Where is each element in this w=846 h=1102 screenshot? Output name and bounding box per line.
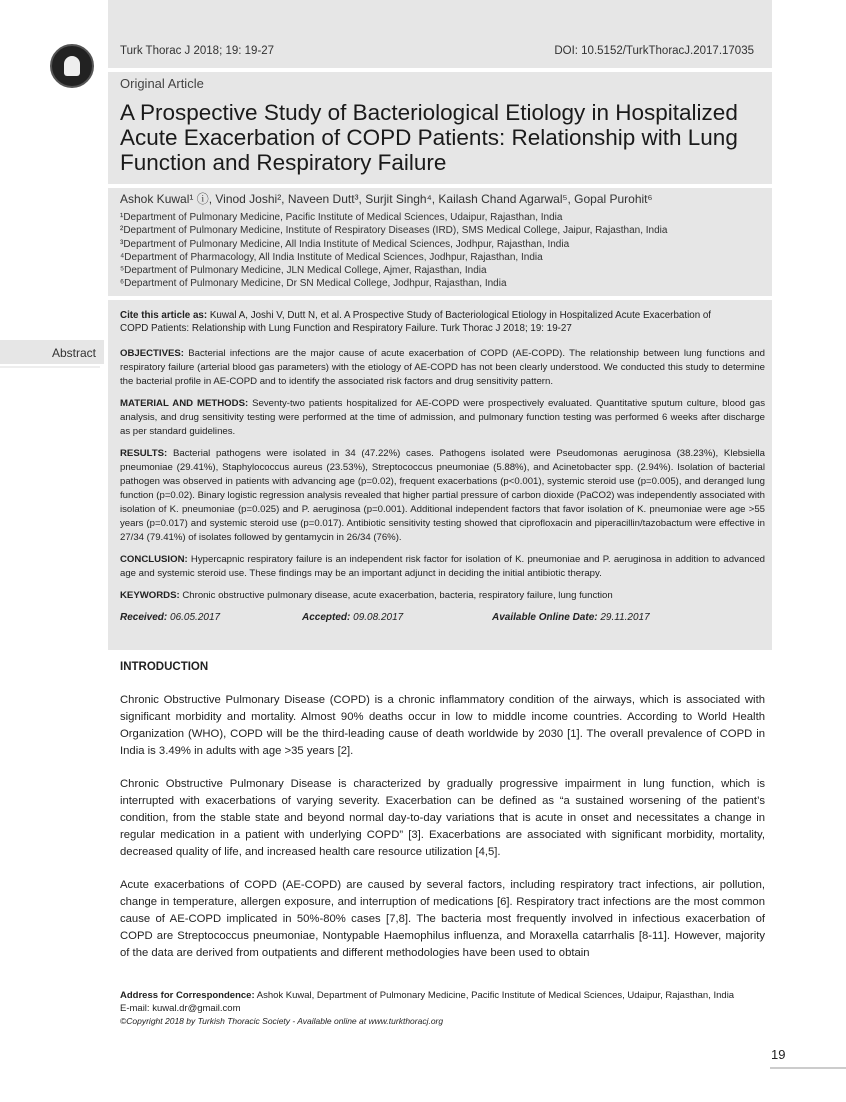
address: Ashok Kuwal, Department of Pulmonary Medicine, Pacific Institute of Medical Sciences, Udaipur, Rajasthan, India (254, 990, 735, 1001)
cite-block (120, 309, 740, 335)
section-head: KEYWORDS: (120, 590, 180, 601)
authors: Ashok Kuwal¹ ⓘ, Vinod Joshi², Naveen Dutt³, Surjit Singh⁴, Kailash Chand Agarwal⁵, Gopal Purohit⁶ (120, 192, 653, 206)
paragraph: Acute exacerbations of COPD (AE-COPD) are caused by several factors, including respiratory tract infections, air pollution, change in temperature, allergen exposure, and interruption of medications [6]. Respiratory tract infections are the most common cause of AE-COPD implicated in 50%-80% cases [7,8]. The bacteria most frequently involved in infectious exacerbation of COPD are Streptococcus pneumoniae, Nontypable Haemophilus influenza, and Moraxella catarrhalis [8-11]. However, majority of the data are derived from outpatients and different methodologies have been used to obtain (120, 879, 765, 959)
abstract-keywords (120, 589, 765, 603)
section-text: Chronic obstructive pulmonary disease, acute exacerbation, bacteria, respiratory failure, lung function (179, 590, 613, 601)
address-label: Address for Correspondence: (120, 990, 255, 1001)
section-text: Bacterial pathogens were isolated in 34 (47.22%) cases. Pathogens isolated were Pseudomonas aeruginosa (38.23%), Klebsiella pneumoniae (29.41%), Staphylococcus aureus (23.53%), Streptococcus pneumoniae (5.88%), and Acinetobacter spp. (2.94%). Isolation of bacterial pathogen was observed in patients with advancing age (p=0.02), frequent exacerbations (p<0.001), systemic steroid use (p=0.005), and deranged lung function (p=0.02). Binary logistic regression analysis revealed that higher partial pressure of carbon dioxide (PaCO2) was independently associated with isolation of K. pneumoniae (p=0.025) and P. aeruginosa (p=0.001). Additional independent factors that favor isolation of K. pneumoniae were age >55 years (p=0.017) and systemic steroid use (p=0.017). Antibiotic sensitivity testing showed that ciprofloxacin and piperacillin/tazobactum were effective in 27/34 (79.41%) of isolates followed by gentamycin in 26/34 (76%). (120, 448, 765, 543)
society-logo-icon (50, 44, 94, 88)
section-heading: INTRODUCTION (120, 661, 209, 673)
abstract-conclusion (120, 553, 765, 581)
divider (770, 1067, 846, 1069)
dates (120, 611, 765, 625)
affiliations (120, 211, 667, 291)
abstract (120, 347, 765, 625)
affiliation: ¹Department of Pulmonary Medicine, Pacific Institute of Medical Sciences, Udaipur, Rajasthan, India (120, 212, 563, 223)
abstract-results (120, 447, 765, 545)
cite-text: Kuwal A, Joshi V, Dutt N, et al. A Prospective Study of Bacteriological Etiology in Hospitalized Acute Exacerbation of COPD Patients: Relationship with Lung Function and Respiratory Failure. Turk Thorac J 2018; 19: 19-27 (120, 310, 712, 334)
email[interactable]: E-mail: kuwal.dr@gmail.com (120, 1002, 241, 1014)
affiliation: ⁶Department of Pulmonary Medicine, Dr SN Medical College, Jodhpur, Rajasthan, India (120, 278, 507, 290)
affiliation: ⁴Department of Pharmacology, All India Institute of Medical Sciences, Jodhpur, Rajasthan, India (120, 251, 543, 263)
affiliation: ⁵Department of Pulmonary Medicine, JLN Medical College, Ajmer, Rajasthan, India (120, 265, 487, 277)
section-text: Bacterial infections are the major cause of acute exacerbation of COPD (AE-COPD). The relationship between lung functions and respiratory failure (arterial blood gas parameters) with the etiology of AE-COPD has not been clearly understood. We conducted this study to determine the bacterial profile in AE-COPD and to identify the associated risk factors and drug sensitivity pattern. (120, 348, 765, 387)
section-head: CONCLUSION: (120, 554, 188, 565)
article-type: Original Article (120, 76, 204, 91)
paragraph: Chronic Obstructive Pulmonary Disease (COPD) is a chronic inflammatory condition of the airways, which is associated with significant morbidity and mortality. Almost 90% deaths occur in low to middle income countries. According to World Health Organization (WHO), COPD will be the third-leading cause of death worldwide by 2030 [1]. The overall prevalence of COPD in India is 3.49% in adults with age >35 years [2]. (120, 694, 765, 757)
doi[interactable]: DOI: 10.5152/TurkThoracJ.2017.17035 (554, 45, 754, 57)
online-date: Available Online Date: 29.11.2017 (492, 612, 650, 623)
article-title: A Prospective Study of Bacteriological Etiology in Hospitalized Acute Exacerbation of COPD Patients: Relationship with Lung Function and Respiratory Failure (120, 100, 738, 175)
abstract-methods (120, 397, 765, 439)
section-head: OBJECTIVES: (120, 348, 184, 359)
affiliation: ²Department of Pulmonary Medicine, Institute of Respiratory Diseases (IRD), SMS Medical College, Jaipur, Rajasthan, India (120, 225, 668, 237)
section-head: MATERIAL AND METHODS: (120, 398, 249, 409)
cite-label: Cite this article as: (120, 310, 208, 321)
section-head: RESULTS: (120, 448, 168, 459)
affiliation: ³Department of Pulmonary Medicine, All India Institute of Medical Sciences, Jodhpur, Rajasthan, India (120, 238, 570, 250)
paragraph: Chronic Obstructive Pulmonary Disease is characterized by gradually progressive impairment in lung function, which is interrupted with exacerbations of varying severity. Exacerbation can be defined as “a sustained worsening of the patient’s condition, from the stable state and beyond normal day-to-day variations that is acute in onset and necessitates a change in regular medication in a patient with underlying COPD” [3]. Exacerbations are associated with significant morbidity, mortality, decreased quality of life, and increased health care resource utilization [4,5]. (120, 778, 765, 858)
introduction (120, 659, 765, 978)
page-number: 19 (771, 1047, 786, 1062)
divider (0, 366, 100, 368)
header-band (108, 0, 772, 68)
accepted-date: Accepted: 09.08.2017 (302, 612, 404, 623)
section-text: Hypercapnic respiratory failure is an independent risk factor for isolation of K. pneumoniae and P. aeruginosa in addition to advanced age and systemic steroid use. These findings may be an important adjunct in deciding the initial antibiotic therapy. (120, 554, 765, 579)
footnote (120, 990, 760, 1028)
abstract-objectives (120, 347, 765, 389)
journal-citation: Turk Thorac J 2018; 19: 19-27 (120, 45, 275, 57)
received-date: Received: 06.05.2017 (120, 612, 221, 623)
copyright: ©Copyright 2018 by Turkish Thoracic Society - Available online at www.turkthoracj.org (120, 1016, 444, 1026)
abstract-label: Abstract (52, 346, 97, 360)
section-text: Seventy-two patients hospitalized for AE-COPD were prospectively evaluated. Quantitative sputum culture, blood gas analysis, and drug sensitivity testing were performed at the time of admission, and pulmonary function testing was performed 6 weeks after discharge as per standard guidelines. (120, 398, 766, 437)
